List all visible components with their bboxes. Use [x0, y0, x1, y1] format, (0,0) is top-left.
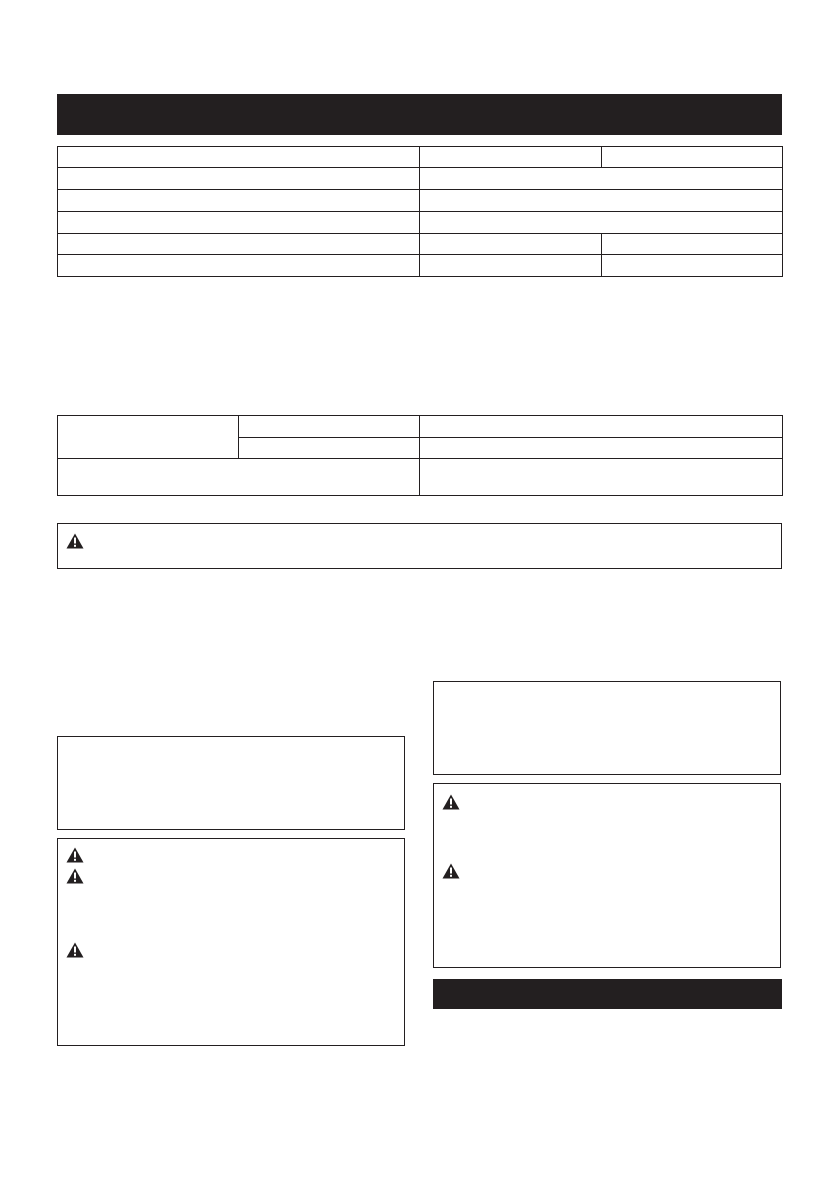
table-cell — [239, 416, 420, 438]
table-cell — [602, 147, 783, 168]
table-cell — [420, 255, 602, 277]
warning-box-right — [433, 783, 781, 968]
table-cell — [420, 190, 783, 212]
table-cell — [58, 255, 420, 277]
warning-box-wide — [57, 523, 782, 569]
section-header-bar — [57, 94, 782, 135]
table-cell — [602, 234, 783, 255]
section-header-bar — [433, 979, 782, 1009]
note-box-right — [433, 681, 781, 775]
warning-triangle-icon — [442, 863, 460, 879]
table-cell — [420, 234, 602, 255]
noise-vibration-table — [57, 415, 783, 496]
table-cell — [58, 168, 420, 190]
table-row — [58, 416, 783, 438]
table-cell — [58, 234, 420, 255]
table-cell — [420, 168, 783, 190]
table-cell — [58, 459, 420, 496]
table-row — [58, 168, 783, 190]
table-cell — [602, 255, 783, 277]
table-cell — [420, 212, 783, 234]
table-cell — [58, 416, 239, 459]
table-row — [58, 212, 783, 234]
warning-triangle-icon — [66, 533, 84, 549]
warning-box-left — [57, 838, 405, 1046]
table-cell — [58, 212, 420, 234]
table-cell — [420, 147, 602, 168]
table-cell — [58, 190, 420, 212]
warning-triangle-icon — [66, 847, 84, 863]
warning-triangle-icon — [66, 942, 84, 958]
table-row — [58, 459, 783, 496]
specifications-table — [57, 146, 783, 277]
warning-triangle-icon — [442, 794, 460, 810]
table-cell — [420, 438, 783, 459]
table-cell — [420, 416, 783, 438]
note-box-left — [57, 736, 405, 830]
table-cell — [420, 459, 783, 496]
table-row — [58, 234, 783, 255]
table-row — [58, 255, 783, 277]
warning-triangle-icon — [66, 868, 84, 884]
table-cell — [239, 438, 420, 459]
table-cell — [58, 147, 420, 168]
table-row — [58, 190, 783, 212]
table-row — [58, 147, 783, 168]
